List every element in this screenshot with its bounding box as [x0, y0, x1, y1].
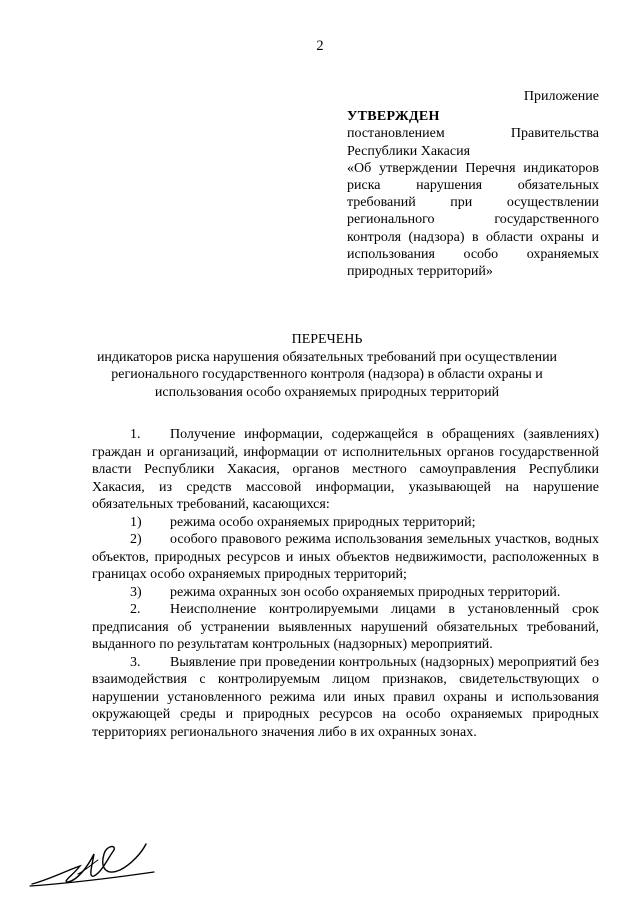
handwritten-signature [28, 840, 158, 890]
document-body [92, 426, 599, 741]
list-item-3 [92, 654, 599, 742]
title-subtitle: индикаторов риска нарушения обязательных требований при осуществлении регионального государственного контроля (надзора) в области охраны и использования особо охраняемых природных территорий [96, 350, 558, 400]
item-text: Неисполнение контролируемыми лицами в установленный срок предписания об устранении выявленных нарушений обязательных требований, выданного по результатам контрольных (надзорных) мероприятий. [92, 602, 599, 652]
title-heading: ПЕРЕЧЕНЬ [291, 332, 363, 347]
list-item-1 [92, 426, 599, 514]
appendix-label: Приложение [523, 89, 599, 104]
sub-item-1 [92, 514, 599, 532]
sub-item-number: 3) [130, 584, 142, 600]
list-item-2 [92, 601, 599, 654]
sub-item-3 [92, 584, 599, 602]
item-text: Выявление при проведении контрольных (надзорных) мероприятий без взаимодействия с контролируемым лицом признаков, свидетельствующих о нарушении установленного режима или иных правил охраны и использования окружающей среды и природных ресурсов на особо охраняемых природных территориях регионального значения либо в их охранных зонах. [92, 654, 599, 740]
sub-item-number: 2) [130, 532, 142, 547]
item-number: 1. [130, 427, 141, 442]
item-number: 3. [130, 654, 141, 670]
page-number: 2 [316, 38, 324, 54]
approved-label: УТВЕРЖДЕН [347, 109, 440, 125]
document-title [92, 331, 562, 401]
sub-item-2 [92, 531, 599, 584]
item-number: 2. [130, 602, 141, 617]
approval-line-3: «Об утверждении Перечня индикаторов риска нарушения обязательных требований при осуществлении регионального государственного контроля (надзора) в области охраны и использования особо охраняемых природных территорий» [347, 160, 599, 280]
sub-item-text: режима охранных зон особо охраняемых природных территорий. [170, 584, 561, 600]
approval-line-2: Республики Хакасия [347, 143, 471, 159]
sub-item-number: 1) [130, 514, 142, 530]
item-text: Получение информации, содержащейся в обращениях (заявлениях) граждан и организаций, информации от исполнительных органов государственной власти Республики Хакасия, органов местного самоуправления Республики Хакасия, из средств массовой информации, указывающей на нарушение обязательных требований, касающихся: [92, 427, 599, 512]
approval-line-1: постановлением Правительства [347, 126, 599, 142]
sub-item-text: особого правового режима использования земельных участков, водных объектов, природных ресурсов и иных объектов недвижимости, расположенных в границах особо охраняемых природных территорий; [92, 532, 599, 582]
sub-item-text: режима особо охраняемых природных территорий; [170, 514, 476, 530]
approval-block [347, 88, 599, 280]
